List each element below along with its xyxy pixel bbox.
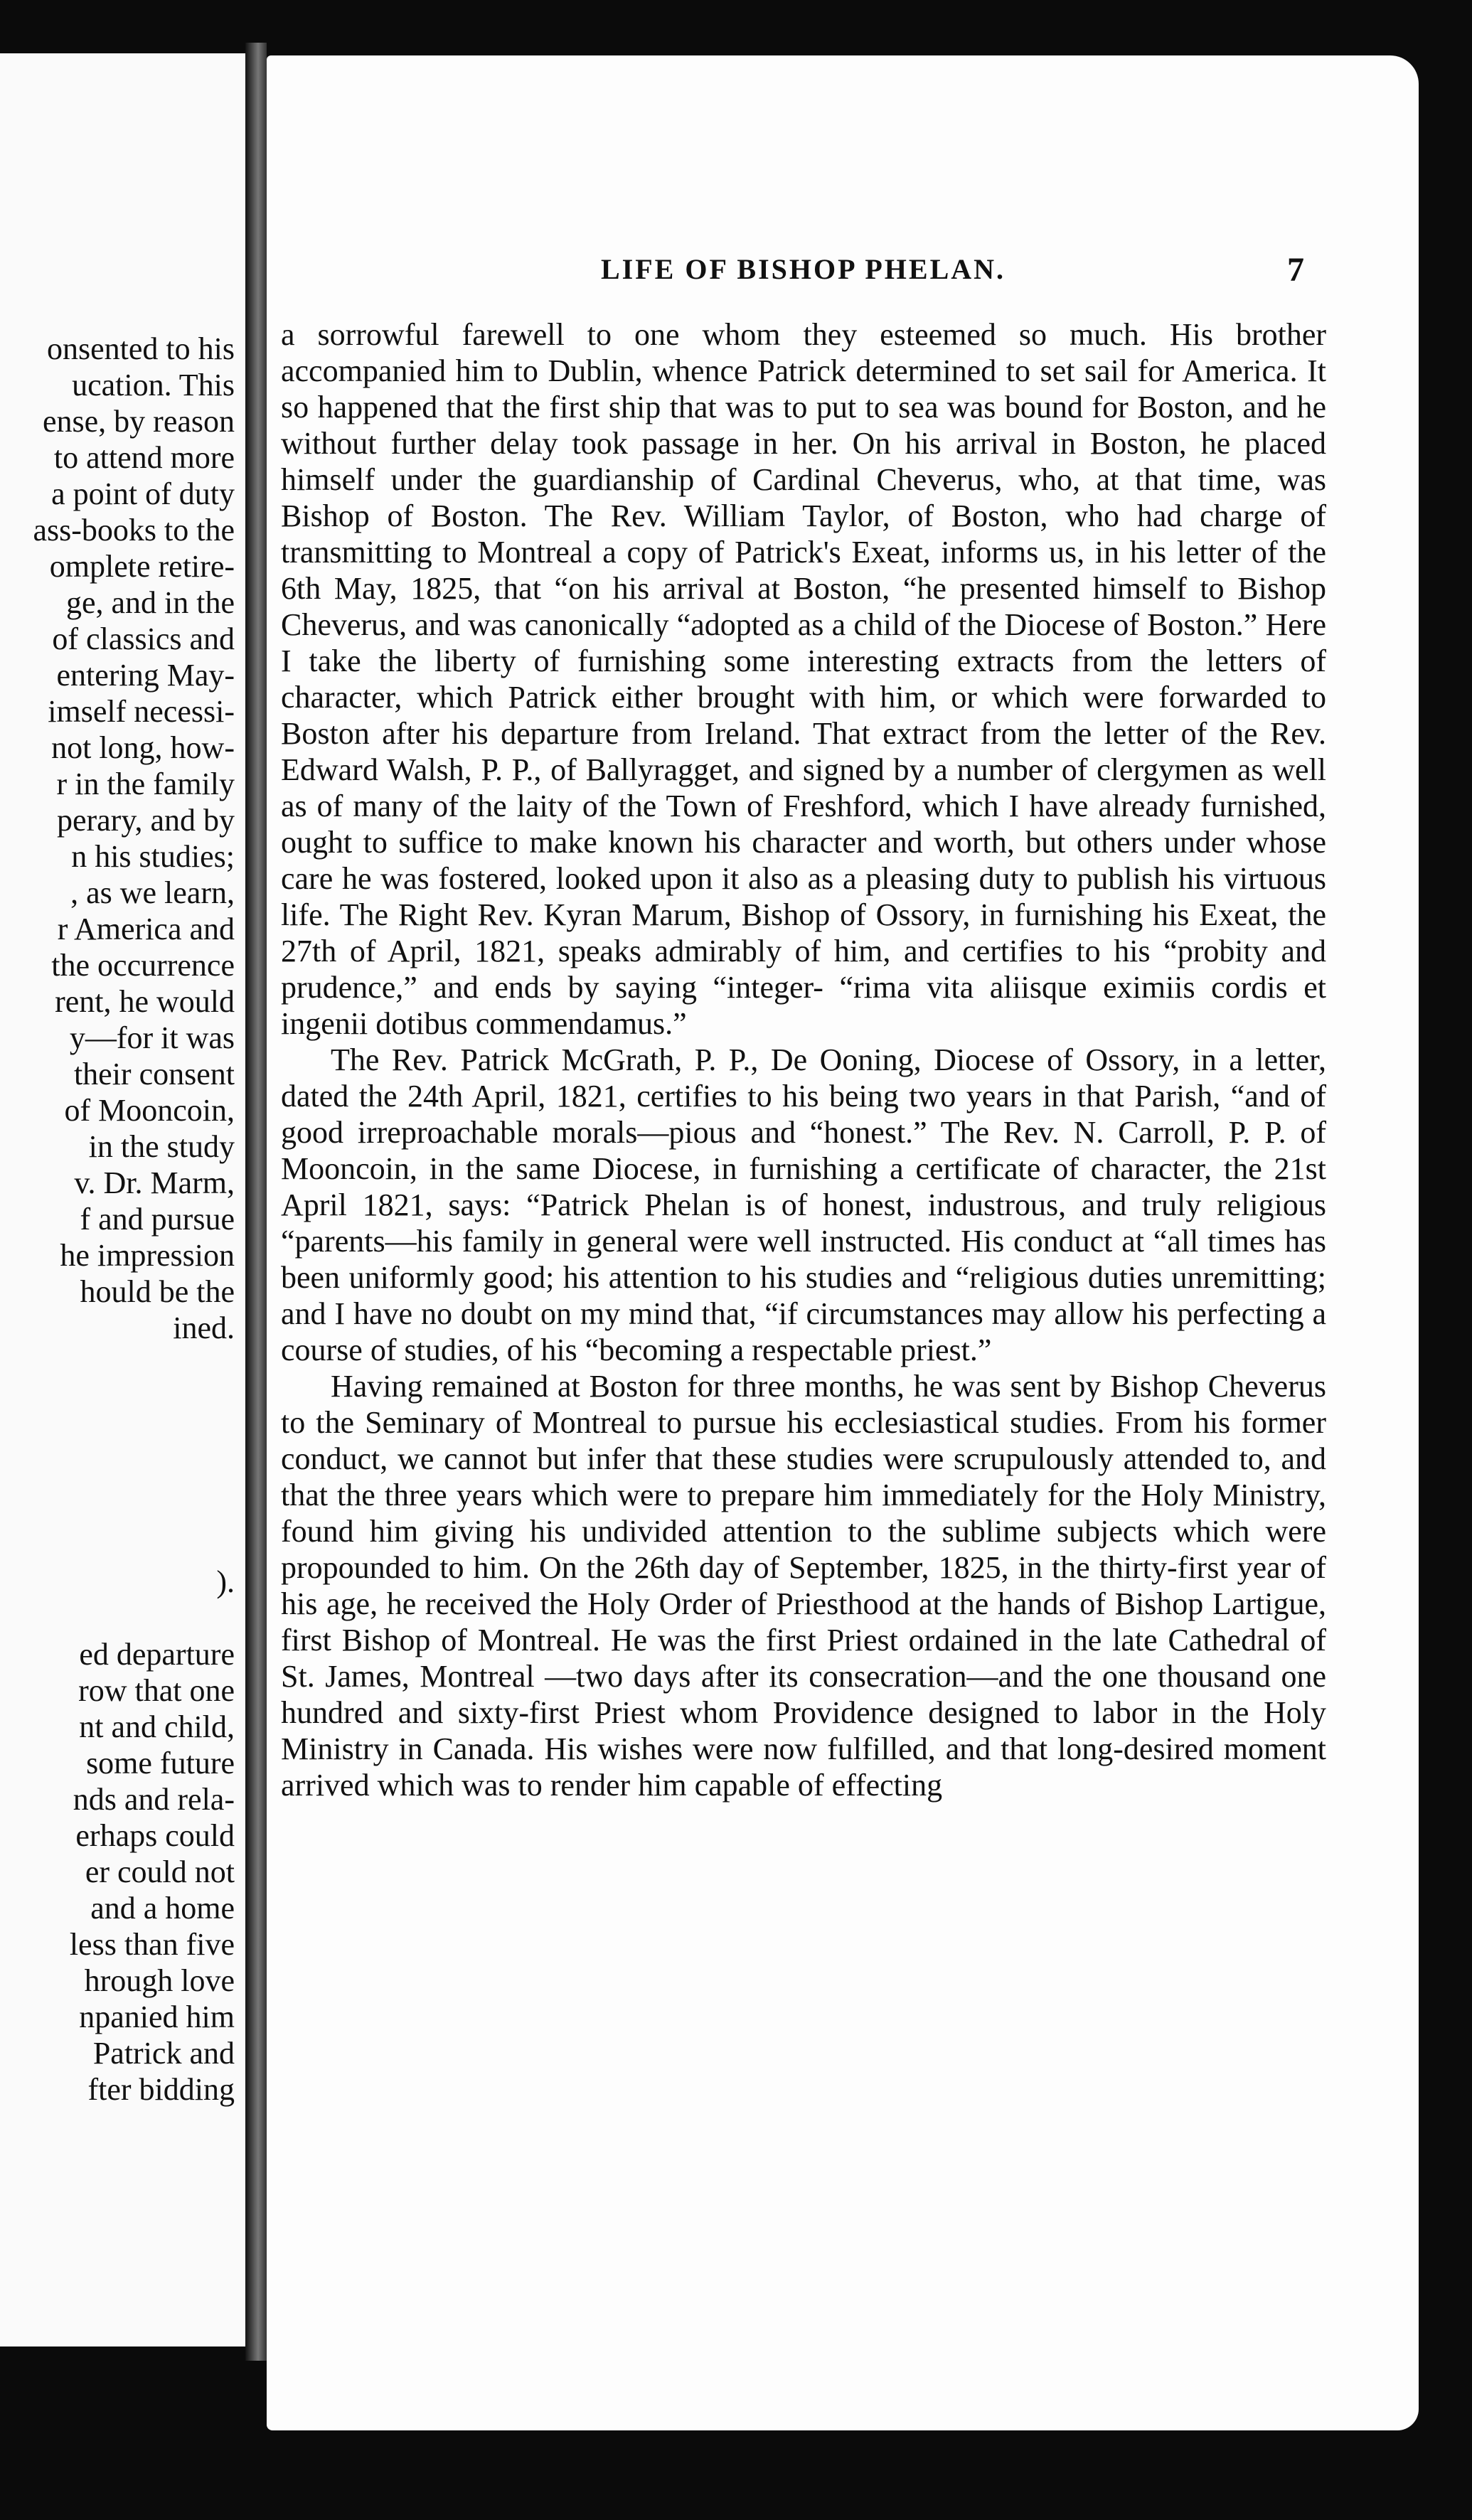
facing-page-line: f and pursue [80, 1202, 235, 1237]
facing-page-line: ge, and in the [65, 585, 235, 620]
page-number: 7 [1287, 251, 1304, 289]
facing-page-line: er could not [85, 1854, 235, 1889]
facing-page-line: in the study [88, 1129, 235, 1164]
facing-page-text [0, 53, 249, 2347]
paragraph-2: The Rev. Patrick McGrath, P. P., De Ooning, Diocese of Ossory, in a letter, dated the 24th April, 1821, certifies to his being two years in that Parish, “and of good irreproachable morals—pious and “honest.” The Rev. N. Carroll, P. P. of Mooncoin, in the same Diocese, in furnishing a certificate of character, the 21st April 1821, says: “Patrick Phelan is of honest, industrous, and truly religious “parents—his family in general were well instructed. His conduct at “all times has been uniformly good; his attention to his studies and “religious duties unremitting; and I have no doubt on my mind that, “if circumstances may allow his perfecting a course of studies, of his “becoming a respectable priest.” [281, 1042, 1326, 1367]
facing-page-line: ed departure [79, 1637, 235, 1672]
facing-page-line: to attend more [53, 440, 235, 475]
facing-page-line: v. Dr. Marm, [74, 1165, 235, 1200]
facing-page-line: ined. [173, 1310, 235, 1345]
facing-page-line: Patrick and [92, 2036, 235, 2071]
facing-page-line: of classics and [52, 621, 235, 656]
facing-page-line: and a home [90, 1891, 235, 1926]
facing-page-line: erhaps could [75, 1818, 235, 1853]
facing-page-line: , as we learn, [70, 875, 235, 910]
facing-page-line: onsented to his [47, 331, 235, 366]
paragraph-3: Having remained at Boston for three months, he was sent by Bishop Cheverus to the Seminary of Montreal to pursue his ecclesiastical studies. From his former conduct, we cannot but infer that these studies were scrupulously attended to, and that the three years which were to prepare him immediately for the Holy Ministry, found him giving his undivided attention to the sublime subjects which were propounded to him. On the 26th day of September, 1825, in the thirty-first year of his age, he received the Holy Order of Priesthood at the hands of Bishop Lartigue, first Bishop of Montreal. He was the first Priest ordained in the late Cathedral of St. James, Montreal —two days after its consecration—and the one thousand one hundred and sixty-first Priest whom Providence designed to labor in the Holy Ministry in Canada. His wishes were now fulfilled, and that long-desired moment arrived which was to render him capable of effecting [281, 1369, 1326, 1803]
body-text [281, 316, 1326, 1803]
facing-page-line: nt and child, [79, 1709, 235, 1744]
facing-page-line: a point of duty [51, 476, 235, 511]
facing-page-line: ense, by reason [42, 404, 235, 439]
facing-page-line: imself necessi- [48, 694, 235, 729]
facing-page-line: omplete retire- [49, 549, 235, 584]
facing-page-line: ). [216, 1564, 235, 1599]
facing-page-line: of Mooncoin, [64, 1093, 235, 1128]
facing-page-line: hrough love [84, 1963, 235, 1998]
facing-page-line: r America and [57, 912, 235, 946]
facing-page-line: some future [86, 1746, 235, 1780]
facing-page-line: ass-books to the [33, 513, 235, 548]
paragraph-1: a sorrowful farewell to one whom they esteemed so much. His brother accompanied him to Dublin, whence Patrick determined to set sail for America. It so happened that the first ship that was to put to sea was bound for Boston, and he without further delay took passage in her. On his arrival in Boston, he placed himself under the guardianship of Cardinal Cheverus, who, at that time, was Bishop of Boston. The Rev. William Taylor, of Boston, who had charge of transmitting to Montreal a copy of Patrick's Exeat, informs us, in his letter of the 6th May, 1825, that “on his arrival at Boston, “he presented himself to Bishop Cheverus, and was canonically “adopted as a child of the Diocese of Boston.” Here I take the liberty of furnishing some interesting extracts from the letters of character, which Patrick either brought with him, or which were forwarded to Boston after his departure from Ireland. That extract from the letter of the Rev. Edward Walsh, P. P., of Ballyragget, and signed by a number of clergymen as well as of many of the laity of the Town of Freshford, which I have already furnished, ought to suffice to make known his character and worth, but others under whose care he was fostered, looked upon it also as a pleasing duty to publish his virtuous life. The Right Rev. Kyran Marum, Bishop of Ossory, in furnishing his Exeat, the 27th of April, 1821, speaks admirably of him, and certifies to his “probity and prudence,” and ends by saying “integer- “rima vita aliisque eximiis cordis et ingenii dotibus commendamus.” [281, 317, 1326, 1041]
facing-page-line: not long, how- [51, 730, 235, 765]
facing-page-line: less than five [69, 1927, 235, 1962]
facing-page-line: nds and rela- [73, 1782, 235, 1817]
book-gutter [245, 43, 267, 2361]
facing-page-line: npanied him [79, 2000, 235, 2034]
facing-page-line: r in the family [56, 767, 235, 801]
facing-page-line: the occurrence [51, 948, 235, 983]
facing-page-line: ucation. This [72, 368, 235, 402]
facing-page-line: entering May- [56, 658, 235, 693]
running-title: LIFE OF BISHOP PHELAN. [601, 253, 1006, 285]
facing-page-line: their consent [73, 1057, 235, 1091]
facing-page-line: rent, he would [55, 984, 235, 1019]
facing-page-line: row that one [78, 1673, 235, 1708]
facing-page-line: he impression [60, 1238, 235, 1273]
facing-page-line: hould be the [80, 1274, 235, 1309]
facing-page-line: y—for it was [69, 1020, 235, 1055]
facing-page-line: fter bidding [87, 2072, 235, 2107]
facing-page-line: n his studies; [71, 839, 235, 874]
facing-page-line: perary, and by [56, 803, 235, 838]
facing-page [0, 53, 249, 2347]
